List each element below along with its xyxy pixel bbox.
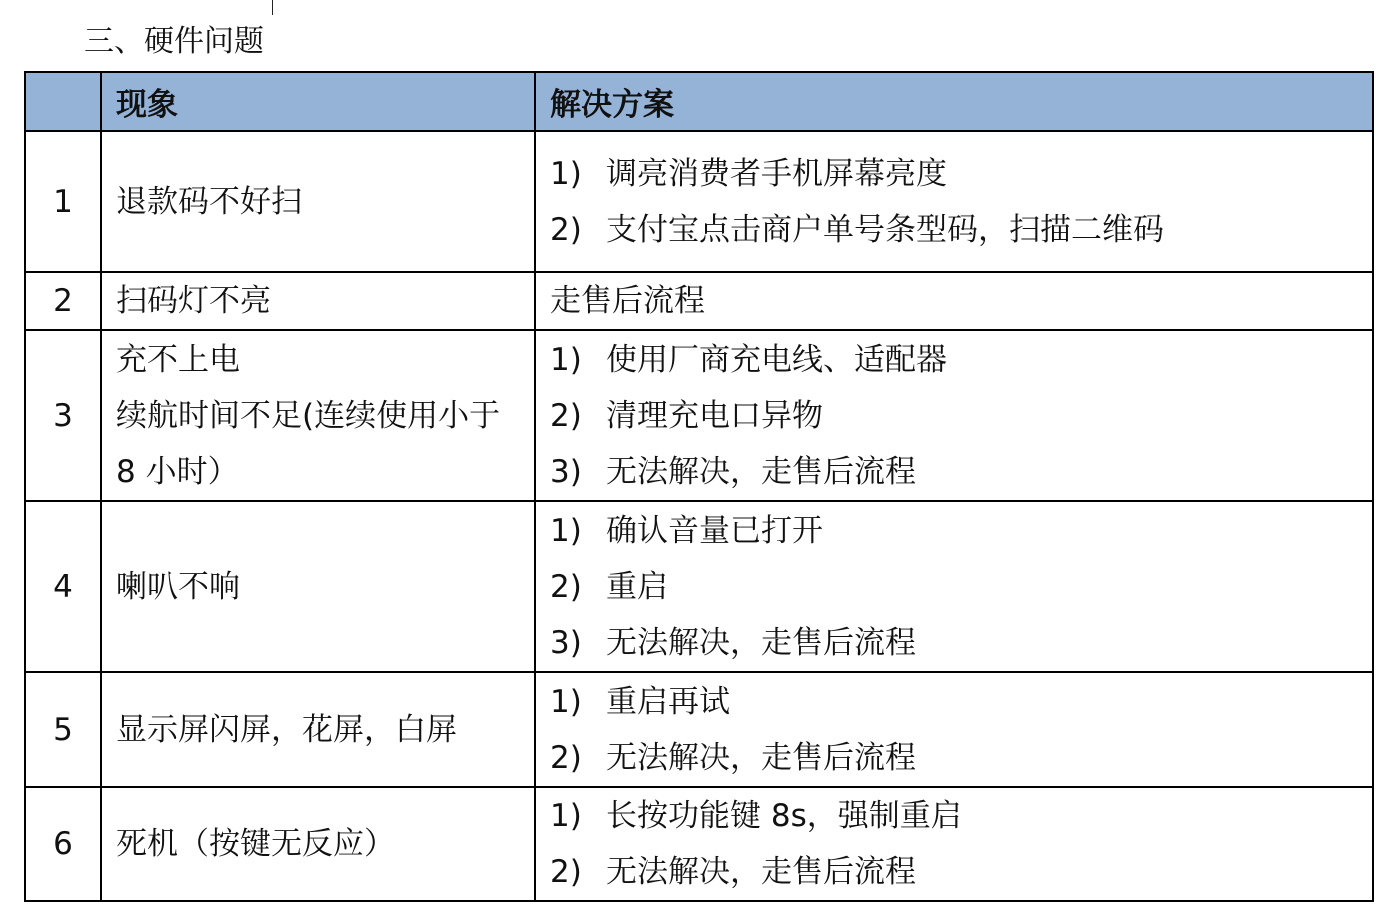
header-number [25,72,101,131]
solution-item [550,444,1372,500]
table-row [25,272,1373,330]
solution-index: 2) [550,854,582,890]
phenomenon-cell [101,672,535,787]
solution-item [550,674,1372,730]
solution-index: 1) [550,155,582,192]
solution-index: 2) [550,211,582,248]
solution-cell [535,672,1373,787]
solution-item [550,503,1372,559]
phenomenon-line: 退款码不好扫 [116,183,302,220]
phenomenon-line: 续航时间不足(连续使用小于 [116,397,501,434]
phenomenon-cell [101,330,535,501]
solution-index: 1) [550,512,582,549]
solution-index: 3) [550,624,582,661]
phenomenon-line: 显示屏闪屏，花屏，白屏 [116,711,457,748]
section-title: 三、硬件问题 [84,24,264,59]
hardware-issues-table [24,71,1374,902]
phenomenon-cell [101,501,535,672]
solution-text: 使用厂商充电线、适配器 [606,341,947,378]
phenomenon-line: 喇叭不响 [116,568,240,605]
table-row [25,787,1373,901]
table-row [25,131,1373,272]
phenomenon-cell [101,272,535,330]
row-number: 1 [25,131,101,272]
solution-item [550,388,1372,444]
solution-index: 3) [550,453,582,490]
solution-item [550,844,1372,900]
solution-text: 清理充电口异物 [606,397,823,434]
header-phenomenon: 现象 [101,72,535,131]
solution-item [550,332,1372,388]
phenomenon-cell [101,131,535,272]
solution-cell [535,272,1373,330]
phenomenon-line: 扫码灯不亮 [116,283,271,319]
phenomenon-line: 8 小时） [116,453,239,490]
solution-index: 1) [550,683,582,720]
solution-text: 无法解决，走售后流程 [606,624,916,661]
row-number: 4 [25,501,101,672]
table-row [25,672,1373,787]
solution-cell [535,330,1373,501]
solution-cell [535,787,1373,901]
solution-text: 重启再试 [606,683,730,720]
table-row [25,330,1373,501]
solution-text: 走售后流程 [550,283,705,319]
solution-text: 无法解决，走售后流程 [606,739,916,776]
solution-item [550,146,1372,202]
header-solution: 解决方案 [535,72,1373,131]
solution-item [550,559,1372,615]
solution-index: 2) [550,739,582,776]
row-number: 5 [25,672,101,787]
solution-text: 无法解决，走售后流程 [606,854,916,890]
table-row [25,501,1373,672]
solution-item [550,202,1372,258]
phenomenon-cell [101,787,535,901]
solution-text: 长按功能键 8s，强制重启 [606,798,962,834]
solution-item [550,730,1372,786]
solution-item [550,788,1372,844]
solution-text: 无法解决，走售后流程 [606,453,916,490]
solution-text: 调亮消费者手机屏幕亮度 [606,155,947,192]
solution-index: 2) [550,568,582,605]
row-number: 6 [25,787,101,901]
solution-text: 支付宝点击商户单号条型码，扫描二维码 [606,211,1164,248]
phenomenon-line: 充不上电 [116,341,240,378]
table-header-row [25,72,1373,131]
solution-item [550,615,1372,671]
solution-index: 2) [550,397,582,434]
solution-text: 确认音量已打开 [606,512,823,549]
solution-index: 1) [550,341,582,378]
phenomenon-line: 死机（按键无反应） [116,826,395,862]
solution-cell [535,501,1373,672]
solution-index: 1) [550,798,582,834]
row-number: 2 [25,272,101,330]
solution-text: 重启 [606,568,668,605]
text-cursor [272,0,273,15]
solution-cell [535,131,1373,272]
row-number: 3 [25,330,101,501]
